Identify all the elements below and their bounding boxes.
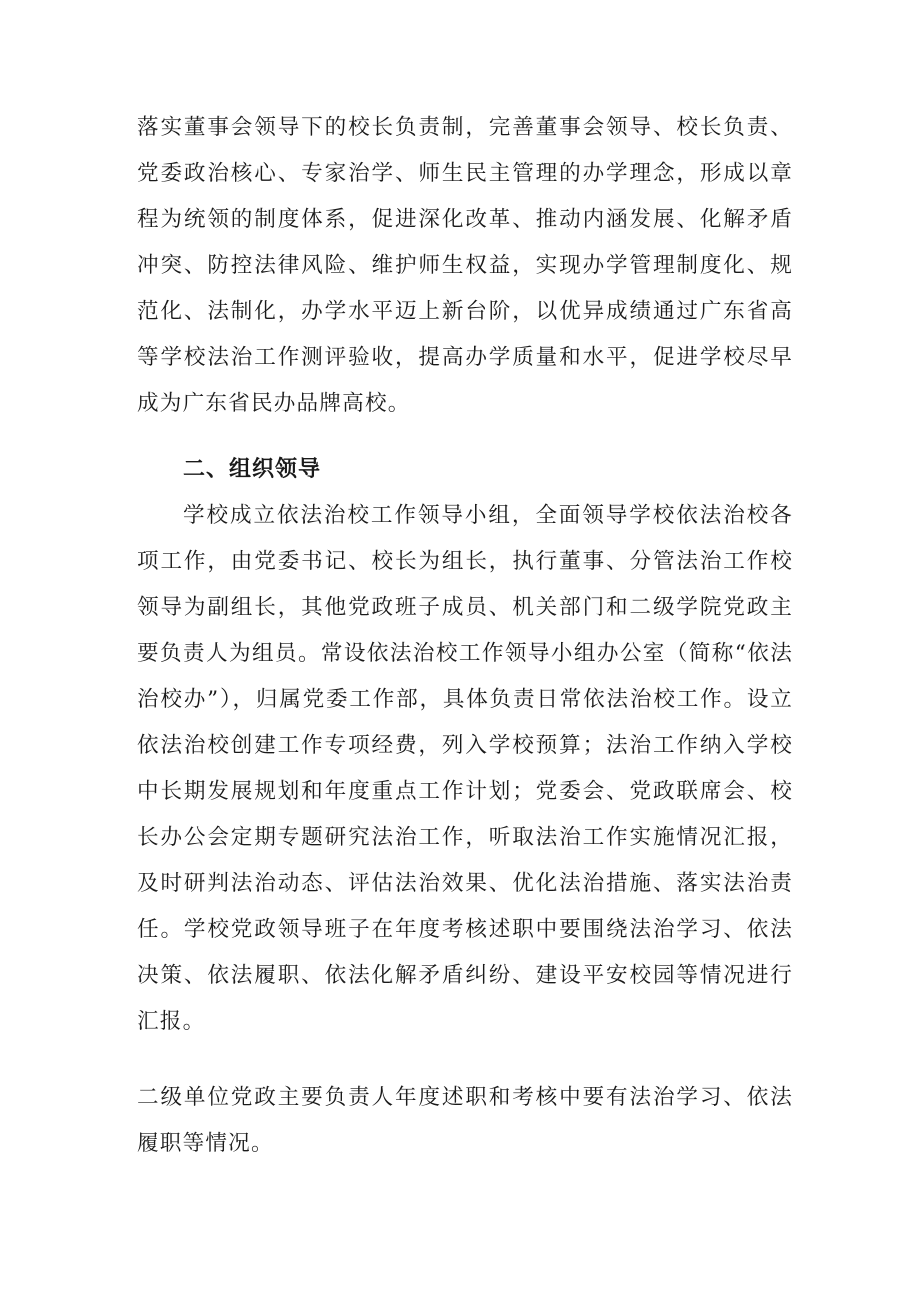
unit-reporting-paragraph: 二级单位党政主要负责人年度述职和考核中要有法治学习、依法履职等情况。: [137, 1085, 793, 1156]
section-heading: 二、组织领导: [183, 457, 322, 482]
org-leadership-paragraph: 学校成立依法治校工作领导小组，全面领导学校依法治校各项工作，由党委书记、校长为组长，执行董事、分管法治工作校领导为副组长，其他党政班子成员、机关部门和二级学院党政主要负责人为组员。常设依法治校工作领导小组办公室（简称“依法治校办”），归属党委工作部，具体负责日常依法治校工作。设立依法治校创建工作专项经费，列入学校预算；法治工作纳入学校中长期发展规划和年度重点工作计划；党委会、党政联席会、校长办公会定期专题研究法治工作，听取法治工作实施情况汇报，及时研判法治动态、评估法治效果、优化法治措施、落实法治责任。学校党政领导班子在年度考核述职中要围绕法治学习、依法决策、依法履职、依法化解矛盾纠纷、建设平安校园等情况进行汇报。: [137, 503, 793, 1034]
intro-paragraph: 落实董事会领导下的校长负责制，完善董事会领导、校长负责、党委政治核心、专家治学、师生民主管理的办学理念，形成以章程为统领的制度体系，促进深化改革、推动内涵发展、化解矛盾冲突、防控法律风险、维护师生权益，实现办学管理制度化、规范化、法制化，办学水平迈上新台阶，以优异成绩通过广东省高等学校法治工作测评验收，提高办学质量和水平，促进学校尽早成为广东省民办品牌高校。: [137, 115, 793, 416]
